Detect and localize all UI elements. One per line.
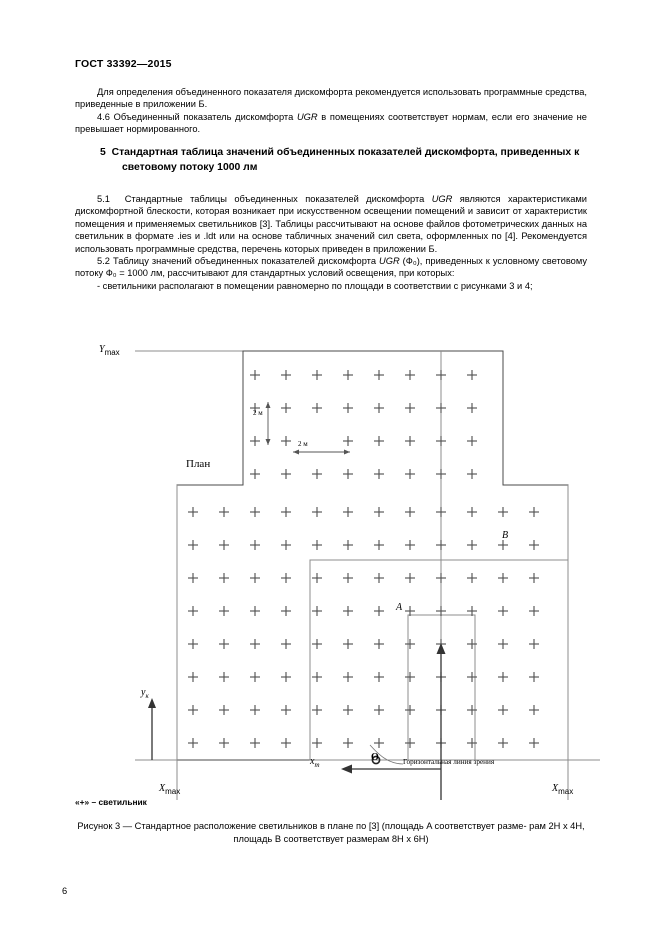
luminaire-row-4 <box>250 469 477 479</box>
figure-caption-line-1: Рисунок 3 — Стандартное расположение светильников в плане по [3] (площадь A соответствует разме- <box>77 821 527 831</box>
figure-3-plan-diagram <box>0 340 661 800</box>
clause-52-text-a: Таблицу значений объединенных показателей дискомфорта <box>112 256 379 267</box>
luminaire-row-5 <box>188 507 539 517</box>
label-x-t: $x_т$ <box>310 756 320 769</box>
luminaire-grid <box>188 370 539 748</box>
figure-caption <box>75 820 587 845</box>
outer-room-polygon <box>177 351 568 760</box>
label-y-k: $y_к$ <box>141 687 149 700</box>
clause-51-text-a: Стандартные таблицы объединенных показателей дискомфорта <box>124 194 432 204</box>
figure-legend: «+» – светильник <box>75 797 147 807</box>
area-b-rectangle <box>310 560 568 760</box>
label-spacing-horizontal: 2 м <box>298 440 308 448</box>
term-ugr-2: UGR <box>431 194 453 204</box>
luminaire-row-8 <box>188 606 539 616</box>
luminaire-row-2 <box>250 403 477 413</box>
luminaire-row-6 <box>188 540 539 550</box>
reference-lines <box>177 351 568 800</box>
axis-arrow-yk <box>148 698 156 760</box>
label-x-max-right: $X_{max}$ <box>552 783 574 796</box>
label-horizon-line: Горизонтальная линия зрения <box>403 758 495 766</box>
label-area-a: A <box>396 602 403 613</box>
term-ugr-3: UGR <box>379 256 400 267</box>
figure-3-svg <box>0 340 661 800</box>
clause-number-52: 5.2 <box>97 256 110 267</box>
paragraph-block-2 <box>75 193 587 292</box>
luminaire-row-7 <box>188 573 539 583</box>
label-y-max: $Y_{max}$ <box>99 344 120 357</box>
clause-5-2 <box>75 255 587 280</box>
luminaire-row-11 <box>188 705 539 715</box>
section-title: Стандартная таблица значений объединенных показателей дискомфорта, приведенных к световому потоку 1000 лм <box>111 147 580 173</box>
room-outline <box>135 351 600 760</box>
axis-arrow-view-direction <box>437 643 446 800</box>
paragraph-2-text-b: в помещениях соответствует нормам, если его значение не превышает нормированного. <box>75 111 587 135</box>
clause-51-text-b: являются характеристиками дискомфортной блескости, которая возникает при искусственном освещении помещений и зависит от характеристик помещения и применяемых светильников [3]. Таблицы рассчитывают на основе файлов фотометрических данных на светильник в формате .ies и .ldt или на основе табличных значений сил света, оформленных по [4]. Рекомендуется использовать программные средства, перечень которых приведен в приложении Б. <box>75 194 588 254</box>
figure-caption-line-2: рам 2H x 4H, площадь B соответствует размерам 8H x 6H) <box>233 821 585 844</box>
page-number: 6 <box>62 886 68 896</box>
dimension-horizontal-2m <box>293 450 350 455</box>
paragraph-2-text-a: Объединенный показатель дискомфорта <box>113 111 297 122</box>
paragraph-2 <box>75 111 587 136</box>
luminaire-row-12 <box>188 738 539 748</box>
label-spacing-vertical: 2 м <box>253 409 263 417</box>
label-area-b: B <box>502 530 509 541</box>
luminaire-row-9 <box>188 639 539 649</box>
label-x-max-left: $X_{max}$ <box>159 783 181 796</box>
clause-52-text-b: (Ф₀), приведенных к условному световому потоку Ф₀ = 1000 лм, рассчитывают для стандартных условий освещения, при которых: <box>75 256 587 279</box>
page-header-standard: ГОСТ 33392—2015 <box>75 58 172 70</box>
label-origin: O <box>371 752 379 763</box>
bullet-item-1: - светильники располагают в помещении равномерно по площади в соответствии с рисунками 3 и 4; <box>97 280 533 291</box>
paragraph-1: Для определения объединенного показателя дискомфорта рекомендуется использовать программные средства, приведенные в приложении Б. <box>75 87 588 110</box>
section-number: 5 <box>100 147 106 158</box>
luminaire-row-3 <box>250 436 477 446</box>
term-ugr-1: UGR <box>296 111 318 122</box>
clause-number-46: 4.6 <box>97 111 110 122</box>
clause-5-1 <box>75 193 587 255</box>
clause-number-51: 5.1 <box>97 194 110 204</box>
luminaire-row-10 <box>188 672 539 682</box>
paragraph-block-1 <box>75 86 587 136</box>
section-heading-5 <box>100 146 609 175</box>
label-plan: План <box>186 458 211 470</box>
luminaire-row-1 <box>250 370 477 380</box>
dimension-vertical-2m <box>266 402 271 445</box>
